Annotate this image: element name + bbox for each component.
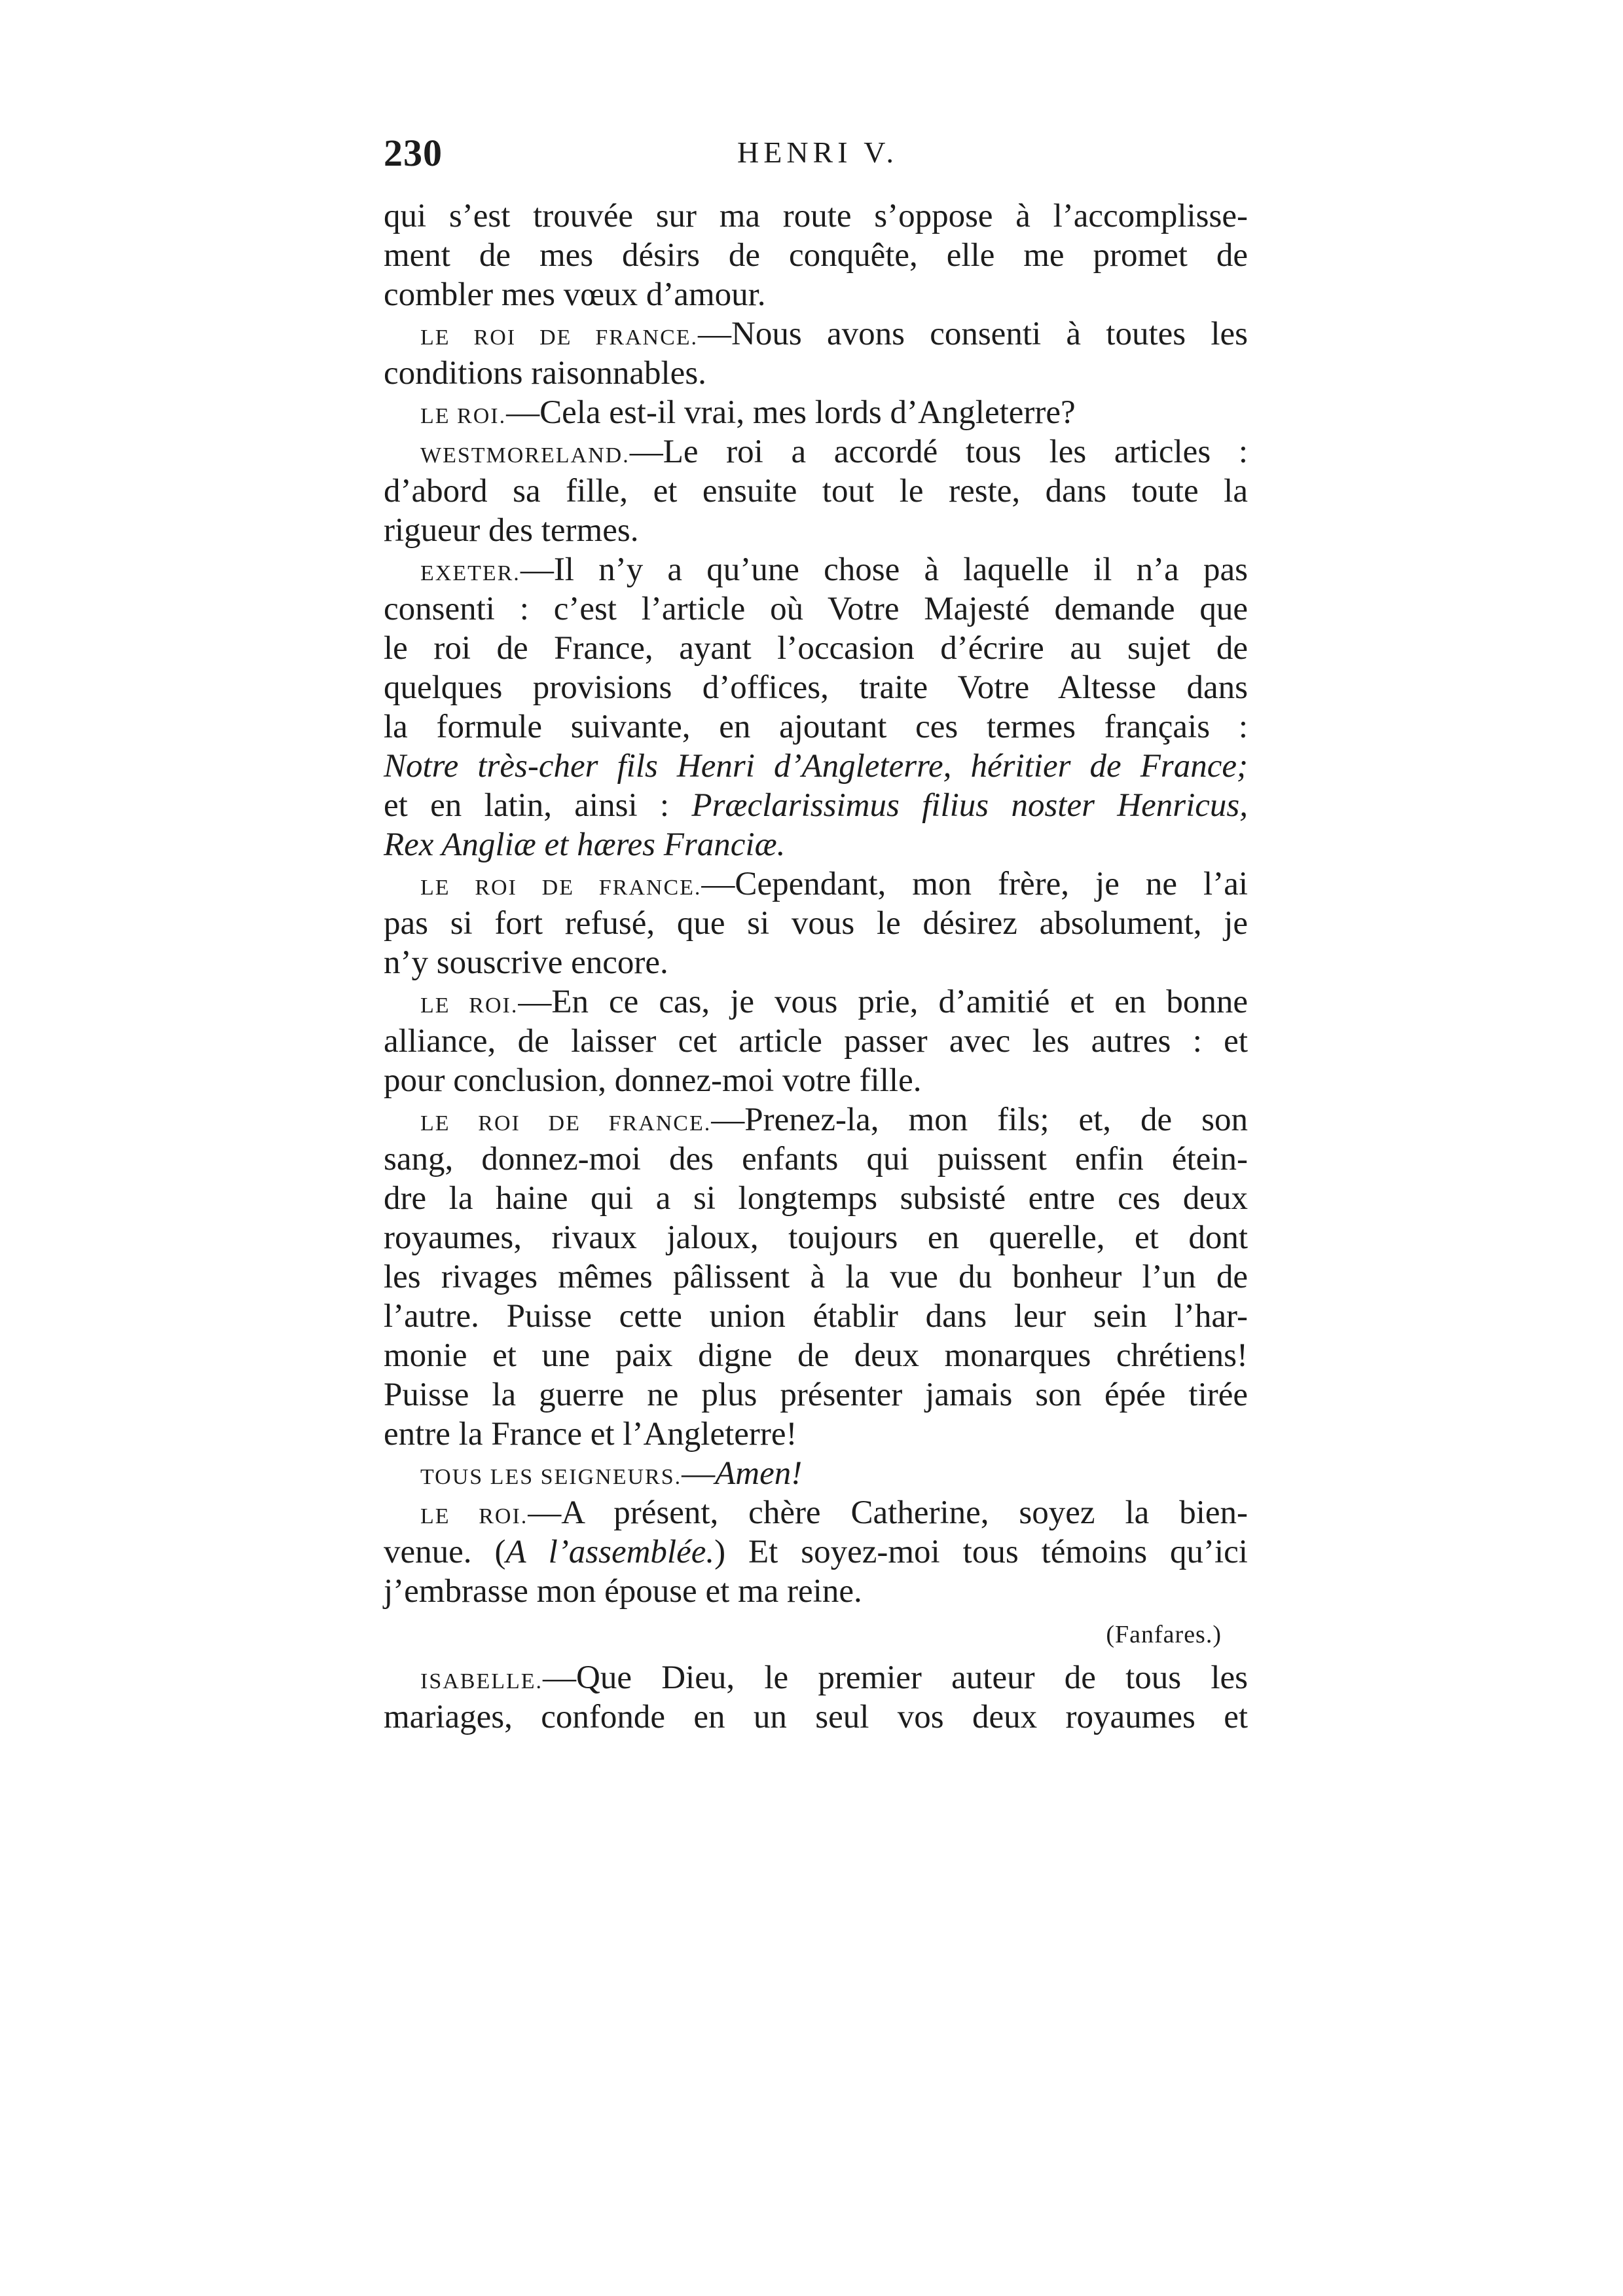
- text-line: venue. (A l’assemblée.) Et soyez-moi tous témoins qu’ici: [384, 1534, 1248, 1570]
- stage-direction: (Fanfares.): [1106, 1621, 1222, 1648]
- text-block: [384, 196, 1248, 1737]
- speaker-name: WESTMORELAND.: [420, 443, 630, 468]
- text-line: qui s’est trouvée sur ma route s’oppose à l’accomplisse-: [384, 198, 1248, 234]
- text-line: mariages, confonde en un seul vos deux royaumes et: [384, 1699, 1248, 1735]
- text-line: Notre très-cher fils Henri d’Angleterre, héritier de France;: [384, 748, 1248, 785]
- text-line: monie et une paix digne de deux monarques chrétiens!: [384, 1337, 1248, 1374]
- speech-line: ISABELLE.—Que Dieu, le premier auteur de tous les: [420, 1659, 1248, 1696]
- text-line: l’autre. Puisse cette union établir dans leur sein l’har-: [384, 1298, 1248, 1335]
- speaker-name: LE ROI.: [420, 1504, 528, 1528]
- text-line: j’embrasse mon épouse et ma reine.: [384, 1573, 862, 1610]
- text-line: consenti : c’est l’article où Votre Majesté demande que: [384, 591, 1248, 627]
- speech-line: LE ROI DE FRANCE.—Cependant, mon frère, je ne l’ai: [420, 866, 1248, 902]
- page-header: [384, 131, 1248, 183]
- text-line: ment de mes désirs de conquête, elle me promet de: [384, 237, 1248, 274]
- text-line: rigueur des termes.: [384, 512, 639, 549]
- text-line: le roi de France, ayant l’occasion d’écrire au sujet de: [384, 630, 1248, 667]
- text-line: conditions raisonnables.: [384, 355, 706, 392]
- speech-line: LE ROI DE FRANCE.—Prenez-la, mon fils; et, de son: [420, 1102, 1248, 1138]
- text-line: n’y souscrive encore.: [384, 944, 668, 981]
- text-line: Rex Angliæ et hæres Franciæ.: [384, 826, 786, 863]
- text-line: dre la haine qui a si longtemps subsisté entre ces deux: [384, 1180, 1248, 1217]
- running-title: HENRI V.: [737, 136, 898, 169]
- speaker-name: EXETER.: [420, 561, 520, 585]
- speaker-name: LE ROI DE FRANCE.: [420, 1111, 712, 1136]
- text-line: quelques provisions d’offices, traite Votre Altesse dans: [384, 669, 1248, 706]
- text-line: combler mes vœux d’amour.: [384, 276, 766, 313]
- text-line: pour conclusion, donnez-moi votre fille.: [384, 1062, 922, 1099]
- speech-line: LE ROI DE FRANCE.—Nous avons consenti à toutes les: [420, 316, 1248, 352]
- text-line: sang, donnez-moi des enfants qui puissent enfin étein-: [384, 1141, 1248, 1177]
- speaker-name: ISABELLE.: [420, 1669, 543, 1694]
- speaker-name: LE ROI DE FRANCE.: [420, 325, 699, 350]
- speech-line: LE ROI.—Cela est-il vrai, mes lords d’Angleterre?: [420, 394, 1076, 431]
- speech-line: WESTMORELAND.—Le roi a accordé tous les articles :: [420, 434, 1248, 470]
- page-number: 230: [384, 132, 443, 174]
- speaker-name: TOUS LES SEIGNEURS.: [420, 1465, 682, 1489]
- speaker-name: LE ROI.: [420, 993, 519, 1018]
- speaker-name: LE ROI DE FRANCE.: [420, 876, 702, 900]
- text-line: alliance, de laisser cet article passer avec les autres : et: [384, 1023, 1248, 1060]
- text-line: royaumes, rivaux jaloux, toujours en querelle, et dont: [384, 1219, 1248, 1256]
- text-line: la formule suivante, en ajoutant ces termes français :: [384, 709, 1248, 745]
- text-line: entre la France et l’Angleterre!: [384, 1416, 797, 1453]
- speech-line: LE ROI.—En ce cas, je vous prie, d’amitié et en bonne: [420, 984, 1248, 1020]
- text-line: pas si fort refusé, que si vous le désirez absolument, je: [384, 905, 1248, 942]
- text-line: Puisse la guerre ne plus présenter jamais son épée tirée: [384, 1377, 1248, 1413]
- speech-line: TOUS LES SEIGNEURS.—Amen!: [420, 1455, 803, 1492]
- speech-line: LE ROI.—A présent, chère Catherine, soyez la bien-: [420, 1494, 1248, 1531]
- text-line: d’abord sa fille, et ensuite tout le reste, dans toute la: [384, 473, 1248, 509]
- speaker-name: LE ROI.: [420, 404, 507, 428]
- text-line: et en latin, ainsi : Præclarissimus filius noster Henricus,: [384, 787, 1248, 824]
- text-line: les rivages mêmes pâlissent à la vue du bonheur l’un de: [384, 1259, 1248, 1295]
- speech-line: EXETER.—Il n’y a qu’une chose à laquelle il n’a pas: [420, 551, 1248, 588]
